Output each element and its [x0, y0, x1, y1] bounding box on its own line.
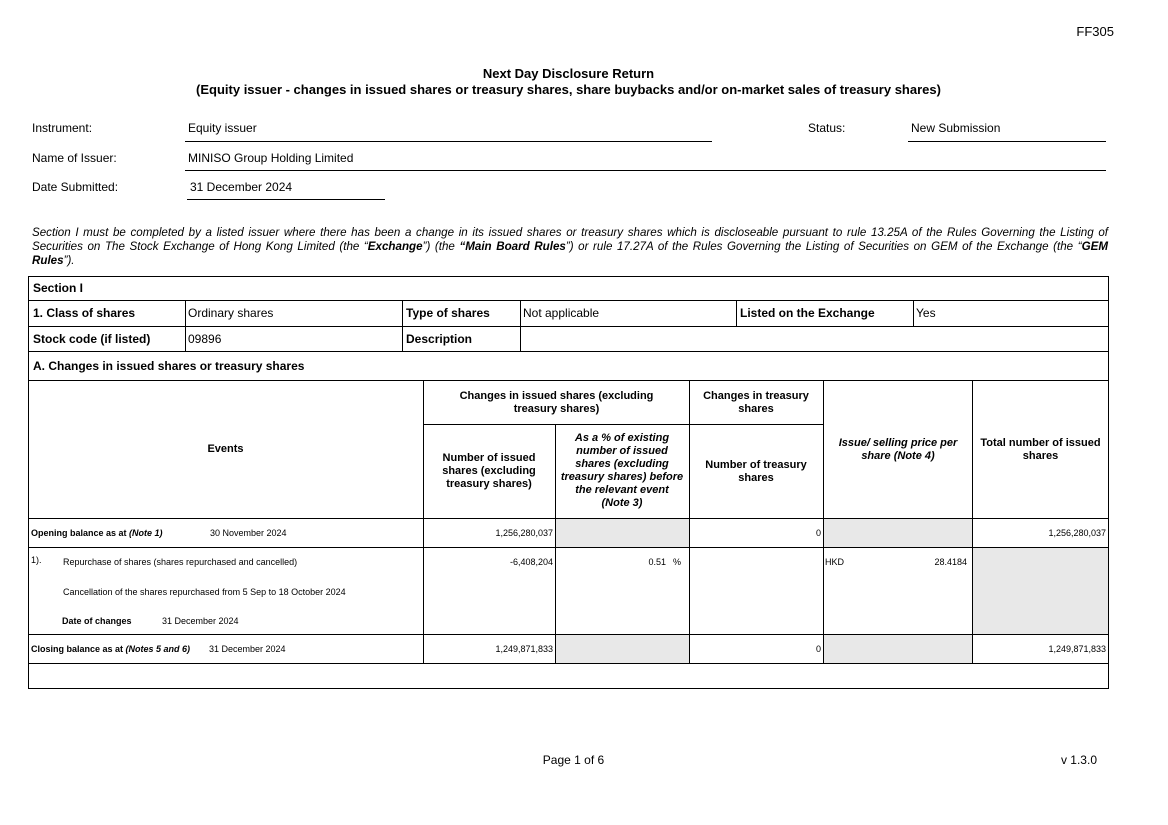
event-price: 28.4184: [934, 557, 967, 567]
event-description-detail: Cancellation of the shares repurchased from 5 Sep to 18 October 2024: [63, 587, 346, 597]
price-header: Issue/ selling price per share (Note 4): [838, 437, 958, 462]
event-currency: HKD: [825, 557, 845, 567]
date-of-changes-label: Date of changes: [62, 616, 132, 626]
event-description: Repurchase of shares (shares repurchased and cancelled): [63, 557, 298, 567]
issuer-underline: [185, 170, 1106, 171]
event-percent-unit: %: [673, 557, 682, 567]
status-underline: [908, 141, 1106, 142]
issued-shares-header: Number of issued shares (excluding treasury shares): [442, 452, 536, 490]
event-index: 1).: [31, 555, 42, 565]
date-underline: [187, 199, 385, 200]
closing-balance-date: 31 December 2024: [209, 644, 286, 654]
instrument-underline: [185, 141, 712, 142]
closing-issued: 1,249,871,833: [495, 644, 553, 654]
closing-balance-label: Closing balance as at (Notes 5 and 6): [31, 644, 191, 654]
total-shares-header: Total number of issued shares: [980, 437, 1101, 462]
event-percent: 0.51: [648, 557, 666, 567]
form-code: FF305: [1076, 24, 1114, 39]
percent-header: As a % of existing number of issued shares (excluding treasury shares) before the relevant event (Note 3): [560, 432, 684, 509]
stock-code-value: 09896: [188, 332, 222, 346]
opening-balance-date: 30 November 2024: [210, 528, 287, 538]
intro-paragraph: Section I must be completed by a listed issuer where there has been a change in its issued shares or treasury shares which is discloseable pursuant to rule 13.25A of the Rules Governing the Listing of Securities on The Stock Exchange of Hong Kong Limited (the “Exchange”) (the “Main Board Rules”) or rule 17.27A of the Rules Governing the Listing of Securities on GEM of the Exchange (the “GEM Rules”).: [32, 226, 1108, 267]
date-submitted-label: Date Submitted:: [32, 180, 119, 194]
section-title: Section I: [33, 281, 84, 295]
version: v 1.3.0: [1060, 753, 1097, 767]
opening-balance-label: Opening balance as at (Note 1): [31, 528, 163, 538]
type-of-shares-value: Not applicable: [523, 306, 600, 320]
treasury-group-header: Changes in treasury shares: [703, 390, 809, 415]
events-header: Events: [207, 443, 244, 455]
issuer-label: Name of Issuer:: [32, 151, 117, 165]
instrument-value: Equity issuer: [188, 121, 257, 135]
treasury-shares-header: Number of treasury shares: [705, 459, 807, 484]
type-of-shares-label: Type of shares: [406, 306, 490, 320]
opening-total: 1,256,280,037: [1048, 528, 1106, 538]
instrument-label: Instrument:: [32, 121, 93, 135]
status-value: New Submission: [911, 121, 1001, 135]
description-label: Description: [406, 332, 473, 346]
listed-value: Yes: [916, 306, 936, 320]
changes-title: A. Changes in issued shares or treasury shares: [33, 359, 305, 373]
event-issued-change: -6,408,204: [509, 557, 553, 567]
date-of-changes-value: 31 December 2024: [162, 616, 239, 626]
closing-total: 1,249,871,833: [1048, 644, 1106, 654]
opening-treasury: 0: [815, 528, 821, 538]
page-subtitle: (Equity issuer - changes in issued shares or treasury shares, share buybacks and/or on-market sales of treasury shares): [196, 82, 941, 97]
issued-group-header: Changes in issued shares (excluding treasury shares): [459, 390, 654, 415]
class-of-shares-label: 1. Class of shares: [33, 306, 136, 320]
page-number: Page 1 of 6: [542, 753, 605, 767]
date-submitted-value: 31 December 2024: [190, 180, 293, 194]
closing-treasury: 0: [815, 644, 821, 654]
status-label: Status:: [808, 121, 846, 135]
issuer-value: MINISO Group Holding Limited: [188, 151, 354, 165]
opening-issued: 1,256,280,037: [495, 528, 553, 538]
page-title: Next Day Disclosure Return: [482, 66, 655, 81]
stock-code-label: Stock code (if listed): [33, 332, 151, 346]
class-of-shares-value: Ordinary shares: [188, 306, 274, 320]
listed-label: Listed on the Exchange: [740, 306, 875, 320]
